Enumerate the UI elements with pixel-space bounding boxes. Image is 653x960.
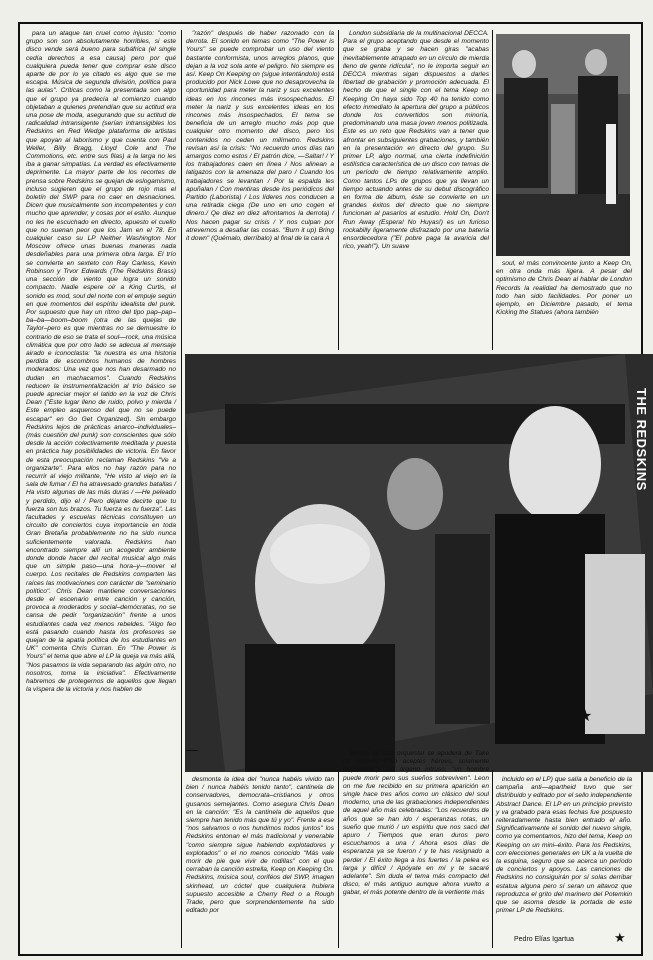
band-photo-small-image <box>496 34 630 256</box>
column-4-bottom-text: incluido en el LP) que salía a beneficio de la campaña anti—apartheid tuvo que ser distribuido y editado por el sello independiente Abstract Dance. El LP en un principio previsto y va grabado para esas fechas fue pospuesto reiteradamente hasta bien entrado el año. Significativamente el sonido del nuevo single, como ya comentamos, hizo del tema, Keep on Keeping on un mini–éxito. Para los Redskins, con elecciones generales en UK a la vuelta de la esquina, seguro que se acerca un período de conciertos y apoyos. Las canciones de Redskins no consiguirán por sí solas derribar estatua alguna pero sí seran un altavoz que reproduzca el grito del marinero del Potemkin que se asoma desde la portada de este primer LP de Redskins. <box>496 776 632 915</box>
column-3-bottom <box>343 750 489 950</box>
column-divider <box>338 770 339 948</box>
column-1 <box>26 30 176 948</box>
column-4-top-text: soul, el más convincente junto a Keep On, en otra onda más ligera. A pesar del optimismo de Chris Dean al hablar de London Records la realidad ha demostrado que no todo han sido facilidades. Por poner un ejemplo, en Diciembre pasado, el tema Kicking the Statues (ahora también <box>496 260 632 317</box>
photo-caption-label: THE REDSKINS <box>634 388 649 491</box>
section-divider <box>186 750 198 751</box>
star-icon: ★ <box>614 930 626 945</box>
column-divider <box>492 30 493 350</box>
column-2-bottom-text: desmonta la idea del "nunca habéis vivido tan bien / nunca habéis tenido tanto", cantinela de conservadores, democrata–cristianos y otros gusanos semejantes. Como asegura Chris Dean en la canción: "Es la cantinela de aquellos que siempre han tenido más que tú y yo". Frente a ese "nos salvamos o nos hundimos todos juntos" los Redskins entonan el más tradicional y venerable "como siempre sigue habiendo explotadores y explotados" o el no menos conocido "Más vale morir de pie que vivir de rodillas" con el que cerraban la canción estrella, Keep on Keeping On. Redskins, música soul, coriféos del SWP, imagen skinhead, un cóctel que cualquiera hubiera supuesto accesible a Cherry Red o a Rough Trade, pero que sorprendentemente ha sido editado por <box>186 776 334 915</box>
column-3-bottom-text: tiempo de jazz orquestal se apodera de Take no Heroes! ("No aceptes héroes, solamente inspiración"). Un órgano intruso, "un hombre puede morir pero sus sueños sobreviven". Leon on me fue recibido en su primera aparición en single hace tres años como un clásico del soul moderno, una de las grabaciones independientes de aquel año más celebradas: "Los recuerdos de años que se han ido / esperanzas rotas, un sueño que murió / un espíritu que nos sacó del apuro / Tiempos que eran duros pero escuchamos a una / Ahora esos días de esperanza ya se fueron / y te has resignado a perder / El éxito llega a los fuertes / la pelea es larga y difícil / Apóyate en mí y te sacaré adelante". Sin duda el tema más compacto del disco, el más antiguo aunque ahora vuelto a gabar, el más potente dentro de la vertiente más <box>343 750 489 897</box>
column-divider <box>181 30 182 948</box>
star-icon: ★ <box>578 708 593 725</box>
column-1-text: para un ataque tan cruel como injusto: "como grupo son son absolutamente horribles, si este disco vende será bueno para subáfrica (el single cedía derechos a esa causa) pero por qué cualquiera pueda tener que comprar este disco aparte de por lo ya citado es algo que se me escapa. Música de segunda división, política para las aulas". Críticas como la presentada son algo que el grupo ya predecía al comienzo cuando objetaban a quienes pretendían que su actitud era una pose de moda, asegurando que su actitud de radicalidad intransigente (serían intransigibles los Redskins en Red Wedge plataforma de artistas que apoyan al laborismo y que cuenta con Paul Weller, Billy Bragg, Lloyd Cole and The Commotions, etc. entre sus filas) a la larga no les iba a ganar simpatías. La verdad es efectivamente deprimente. La mayor parte de los recortes de prensa sobre Redskins se quejan de eslogamismo, incluso sugieren que el grupo de rojo mas el boletín del SWP para no caer en desnaciones. Dicen que musicalmente son incompetentes y con mucho que aprender, y cosas por el estilo. Aunque no les he escuchado en directo, apuesto el cuello que no suenan peor que los Jam en el 78. En cualquier caso su LP Neither Washington Nor Moscow ofrece unas buenas maneras nada desdeñables para una primera obra larga. El trío se convierte en sexteto con Ray Carless, Kevin Robinson y Trvor Edwards (The Redskins Brass) una sección de viento que logra un sonido compacto. Nadie espere oir a King Curtis, el sonido es mod, soul del norte con el empuje según en que momentos del espíritu idealista del punk. Por supuesto que hay un ritmo del tipo pap–pap–ba–ba—boom–boom (otra de las quejas de Taylor–pero es que mientras no se demuestre lo contrario de eso se trata el soul—rock, una música climática que por otro lado se adecua al mensaje airado e iconoclasta: "la nuestra es una historia perdida de escombros humanos de hombres moderados: Una vez que nos han desarmado no dudan en machacarnos". Cuando Redskins reducen la instrumentalización al trío básico se puede apreciar mejor el latido en la voz de Chris Dean ("Este lugar lleno de ruido, polvo y mierda / Este empleo asqueroso del que no se puede escapar" en Go Get Organized). Sin embargo Redskins lejos de prácticas anarco–individuales– (más cuestión del punk) son conscientes que sólo desde la acción colectivamente meditada y puesta en práctica hay posibilidades de victoria. En favor de esta preocupación reclaman Redskins "Ve a organizarte". Para ellos no hay razón para no recurrir al viejo militante, "He visto al viejo en la sala de fumar / El ha atravesado grandes batallas / Ha visto algunas de las más duras / —He peleado y perdido, dijo el / Pero déjame decirte que tu fuerza son tus brazos. Tu fuerza es tu fuerza". Las facultades y escuelas técnicas constituyen un circuito de conciertos cuya importancia en toda Gran Bretaña probablemente no ha sido nunca suficientemente valorada. Redskins han encontrado siempre allí un acogedor ambiente donde donde hacer del recital musical algo más que un simple paso—una hora–y—mover el cuerpo. Los recitales de Redskins comparten las raíces las motivaciones con carácter de "seminario político". Chris Dean mantiene conversaciones desde el escenario entre canción y canción, provoca a moderados y social–demócratas, no se cansa de pedir "organización" frente a unos estudiantes cada vez menos rebeldes. "Algo feo está pasando cuando hasta los profesores se quejan de la apatía política de los estudiantes en UK" comenta Chris Curran. En "The Power is Yours" el tema que abre el LP la queja va más allá, "Nos pasamos la vida separando las algún otro, no nosotros, toma la iniciativa". Efectivamente habremos de protegernos de aquellos que llegan la víspera de la victoria y nos hablen de <box>26 30 176 694</box>
column-2-top-text: "razón" después de haber razonado con la derrota. El sonido en temas como "The Power is Yours" se puede comprobar un uso del viento bastante conformista, unos arreglos planos, que dejan a la voz sola ante el peligro. No siempre es así. Keep On Keeping on (sigue intentándolo) está producido por Nick Lowe que no desaprovecha la oportunidad para meter la nariz y sus excelentes ideas en los rincones más insospechados. El meter la nariz y sus excelentes ideas en los rincones más insospechados. El tema se beneficia de un arreglo mucho más pop que cualquier otro momento del disco, pero los contenidos no ceden un milímetro. Redskins revisan así la crisis: "No recuerdo unos días tan amargos como estos / El patrón dice, —Saltar! / Y los trabajadores caen en línea / Nos alinean a latigazos con la amenaza del paro / Cuando los trabajadores se levantan / Por la espalda les apuñalan / Con mentiras desde los periódicos del Partido (Laborista) / Los líderes nos conducen a una retirada ciega (De uno en uno cogen el dinero./ Qe diez en diez afrontamos la derrota) / Nos hacen pagar su crisis / Y nos culpan por atrevernos a desafiar las cosas. "Burn it up) Bring it down" (Quémalo, derríbalo) al final de la cara A <box>186 30 334 243</box>
column-4-bottom <box>496 776 632 926</box>
magazine-page <box>18 22 649 956</box>
column-2-bottom <box>186 776 334 950</box>
band-photo-small <box>496 34 630 256</box>
column-divider <box>338 30 339 350</box>
column-divider <box>492 770 493 948</box>
column-3-top-text: London subsidiaria de la multinacional DECCA. Para el grupo aceptando que desde el momento que se graba y se hacen giras "acabas inevitablemente atrapado en un círculo de mierda lleno de gente ridícula", no le importa seguir en DECCA mientras sigan dispuestos a darles libertad de grabación y promoción adecuada. El hecho de que el single con el tema Keep on Keeping On haya sido Top 40 ha tenido como efecto inmediato la apertura del grupo a públicos donde los convertidos son minoría, predominando una masa joven menos politizada. Este es un reto que Redskins van a tener que afrontar en subsiguientes grabaciones, y también en la presentación en directo del grupo. Su primer LP, algo normal, una cierta indefinición estilística característica de un disco con temas de un período de tiempo relativamente amplio. Como tantos LPs de grupos que ya llevan un tiempo actuando antes de su debut discográfico en forma de álbum, éste se convierte en un grandes éxitos del directo que no siempre funcionan al pasarlos al estudio. Hold On, Don't Run Away (Espera! No Huyas!) es un furioso rockabilly ligeramente disfrazado por una batería ensordecedora ("El pobre paga la avaricia del rico, yeah!"). Un suave <box>343 30 489 251</box>
author-byline: Pedro Elías Igartua <box>514 936 574 943</box>
column-3-top <box>343 30 489 348</box>
column-4-top <box>496 260 632 350</box>
column-2-top <box>186 30 334 378</box>
